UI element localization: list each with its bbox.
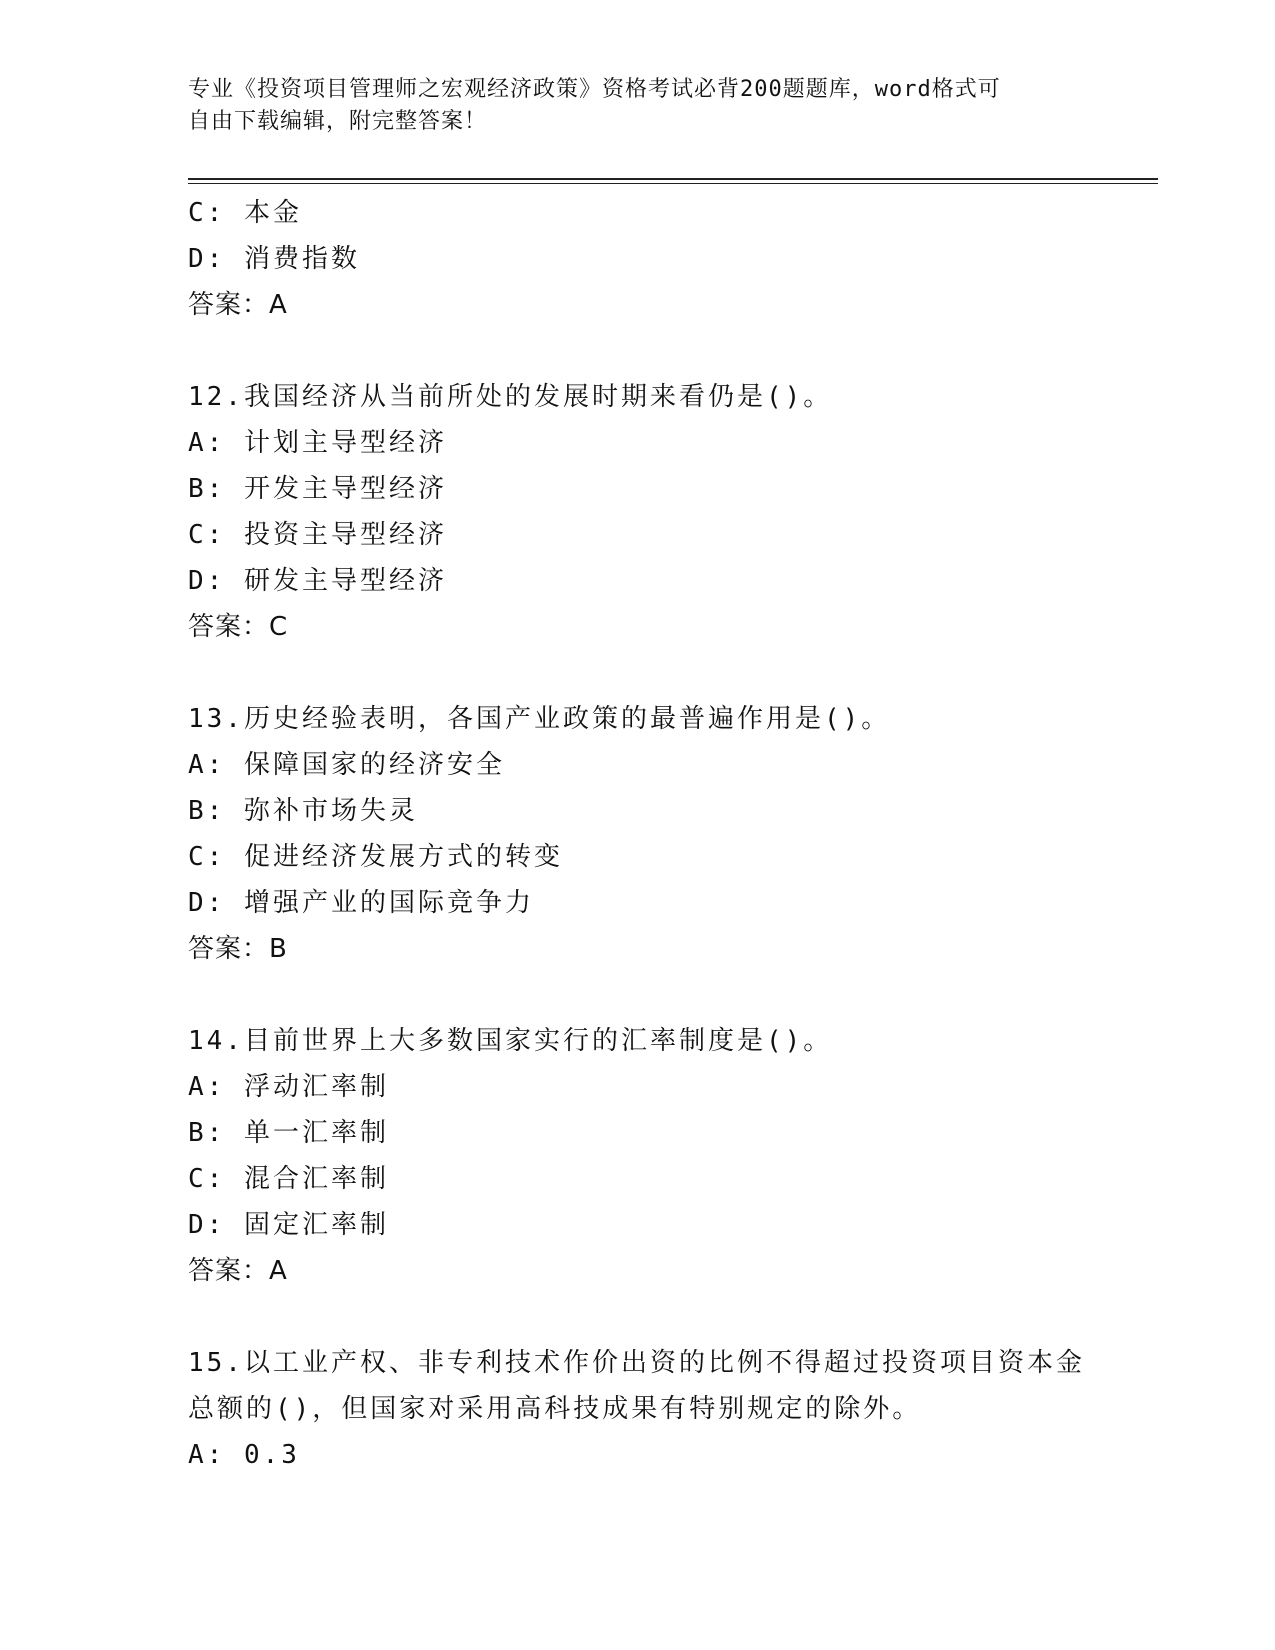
- answer: 答案：C: [188, 612, 289, 642]
- option-b: B: 弥补市场失灵: [188, 796, 418, 826]
- header-divider-thin: [188, 183, 1158, 184]
- question-14: [188, 1018, 1148, 1294]
- option-b: B: 开发主导型经济: [188, 474, 447, 504]
- spacer: [188, 650, 1148, 696]
- option-d: D: 消费指数: [188, 244, 360, 274]
- option-c: C: 投资主导型经济: [188, 520, 447, 550]
- question-text: 13.历史经验表明，各国产业政策的最普遍作用是()。: [188, 704, 891, 734]
- question-12: [188, 374, 1148, 650]
- spacer: [188, 972, 1148, 1018]
- question-list: [188, 190, 1148, 1478]
- question-text-line-1: 15.以工业产权、非专利技术作价出资的比例不得超过投资项目资本金: [188, 1348, 1085, 1378]
- header-line-1: 专业《投资项目管理师之宏观经济政策》资格考试必背200题题库，word格式可: [188, 77, 1001, 102]
- spacer: [188, 1294, 1148, 1340]
- option-b: B: 单一汇率制: [188, 1118, 389, 1148]
- question-text: 14.目前世界上大多数国家实行的汇率制度是()。: [188, 1026, 833, 1056]
- answer: 答案：A: [188, 1256, 288, 1286]
- document-header: [188, 74, 1088, 138]
- question-11: [188, 190, 1148, 328]
- option-a: A: 浮动汇率制: [188, 1072, 389, 1102]
- answer: 答案：B: [188, 934, 288, 964]
- header-line-2: 自由下载编辑，附完整答案！: [188, 109, 488, 134]
- answer: 答案：A: [188, 290, 288, 320]
- option-c: C: 混合汇率制: [188, 1164, 389, 1194]
- question-13: [188, 696, 1148, 972]
- option-a: A: 保障国家的经济安全: [188, 750, 505, 780]
- option-c: C: 促进经济发展方式的转变: [188, 842, 563, 872]
- option-d: D: 增强产业的国际竞争力: [188, 888, 534, 918]
- option-d: D: 固定汇率制: [188, 1210, 389, 1240]
- question-text: 12.我国经济从当前所处的发展时期来看仍是()。: [188, 382, 833, 412]
- option-d: D: 研发主导型经济: [188, 566, 447, 596]
- header-divider-thick: [188, 178, 1158, 180]
- option-c: C: 本金: [188, 198, 302, 228]
- option-a: A: 计划主导型经济: [188, 428, 447, 458]
- spacer: [188, 328, 1148, 374]
- option-a: A: 0.3: [188, 1440, 300, 1470]
- question-15: [188, 1340, 1148, 1478]
- question-text-line-2: 总额的()，但国家对采用高科技成果有特别规定的除外。: [188, 1394, 922, 1424]
